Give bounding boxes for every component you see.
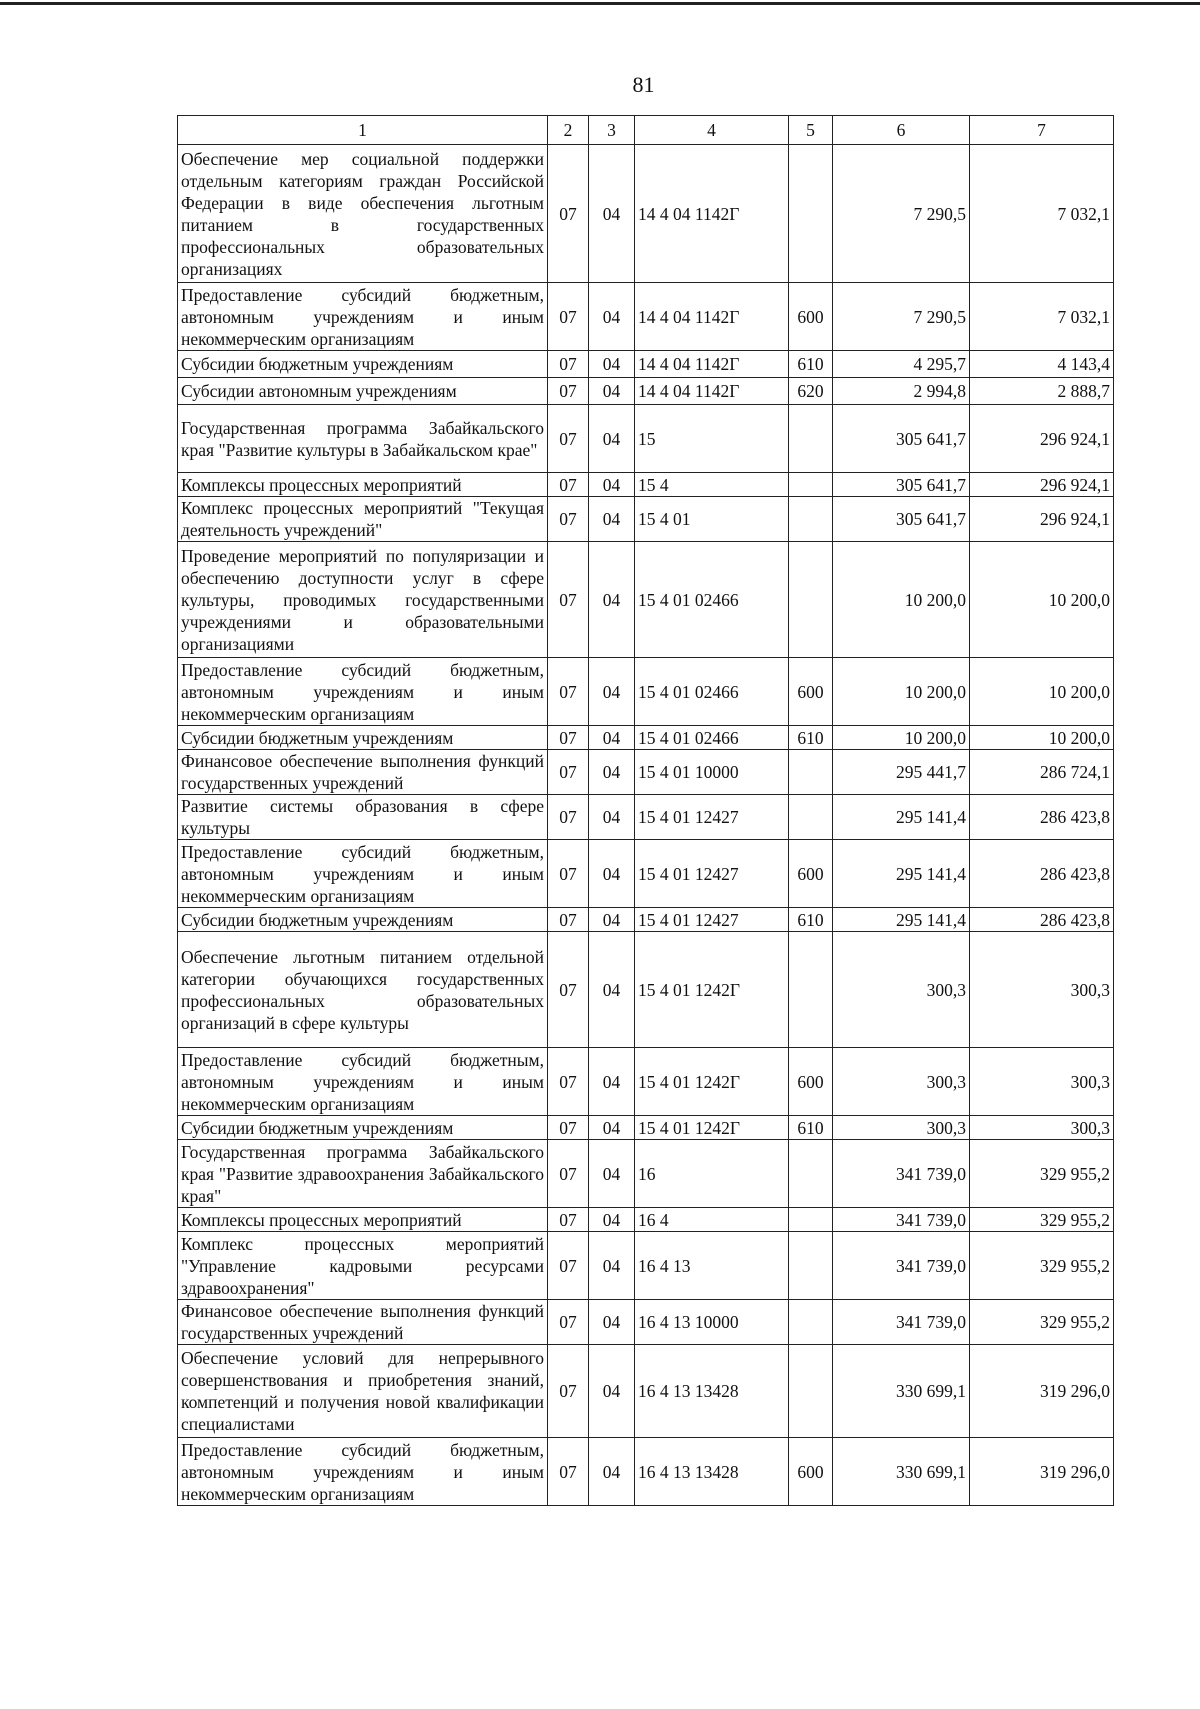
row-cell-c5: 610 — [789, 908, 833, 932]
row-cell-c5: 600 — [789, 658, 833, 726]
row-cell-c3: 04 — [589, 1208, 635, 1232]
row-cell-c5: 610 — [789, 351, 833, 378]
row-cell-c3: 04 — [589, 1232, 635, 1300]
row-cell-c2: 07 — [548, 1116, 589, 1140]
row-name-cell: Обеспечение мер социальной поддержки отдельным категориям граждан Российской Федерации в виде обеспечения льготным питанием в государственных профессиональных образовательных организациях — [178, 145, 548, 283]
row-cell-c4: 15 4 01 10000 — [635, 750, 789, 795]
row-name-cell: Субсидии бюджетным учреждениям — [178, 908, 548, 932]
row-cell-c2: 07 — [548, 497, 589, 542]
row-cell-c2: 07 — [548, 1140, 589, 1208]
row-cell-c6: 330 699,1 — [833, 1438, 970, 1506]
row-cell-c4: 16 4 13 10000 — [635, 1300, 789, 1345]
row-cell-c7: 286 724,1 — [970, 750, 1114, 795]
row-cell-c6: 341 739,0 — [833, 1140, 970, 1208]
row-cell-c6: 305 641,7 — [833, 497, 970, 542]
row-name-cell: Финансовое обеспечение выполнения функций государственных учреждений — [178, 750, 548, 795]
row-name-cell: Комплекс процессных мероприятий "Управление кадровыми ресурсами здравоохранения" — [178, 1232, 548, 1300]
table-row — [178, 932, 1114, 1048]
row-cell-c4: 15 4 01 02466 — [635, 542, 789, 658]
row-cell-c6: 295 441,7 — [833, 750, 970, 795]
row-cell-c3: 04 — [589, 1140, 635, 1208]
row-cell-c4: 15 4 01 02466 — [635, 726, 789, 750]
row-cell-c7: 10 200,0 — [970, 726, 1114, 750]
row-cell-c3: 04 — [589, 283, 635, 351]
row-cell-c3: 04 — [589, 840, 635, 908]
row-cell-c5: 600 — [789, 283, 833, 351]
table-row — [178, 1232, 1114, 1300]
row-cell-c3: 04 — [589, 726, 635, 750]
row-name-cell: Комплексы процессных мероприятий — [178, 473, 548, 497]
row-cell-c2: 07 — [548, 658, 589, 726]
table-row — [178, 1208, 1114, 1232]
row-cell-c2: 07 — [548, 840, 589, 908]
row-cell-c5 — [789, 750, 833, 795]
row-cell-c4: 14 4 04 1142Г — [635, 283, 789, 351]
row-cell-c5: 600 — [789, 1438, 833, 1506]
row-name-cell: Предоставление субсидий бюджетным, автономным учреждениям и иным некоммерческим организациям — [178, 840, 548, 908]
row-cell-c4: 16 — [635, 1140, 789, 1208]
row-cell-c2: 07 — [548, 542, 589, 658]
row-cell-c3: 04 — [589, 378, 635, 405]
row-cell-c4: 15 4 01 — [635, 497, 789, 542]
table-row — [178, 1048, 1114, 1116]
row-cell-c4: 16 4 13 — [635, 1232, 789, 1300]
row-name-cell: Государственная программа Забайкальского края "Развитие культуры в Забайкальском крае" — [178, 405, 548, 473]
table-row — [178, 840, 1114, 908]
row-cell-c4: 16 4 13 13428 — [635, 1345, 789, 1438]
row-name-cell: Комплексы процессных мероприятий — [178, 1208, 548, 1232]
row-cell-c4: 14 4 04 1142Г — [635, 351, 789, 378]
row-cell-c7: 300,3 — [970, 1116, 1114, 1140]
row-cell-c3: 04 — [589, 1048, 635, 1116]
row-cell-c4: 15 4 01 1242Г — [635, 1116, 789, 1140]
row-cell-c3: 04 — [589, 1438, 635, 1506]
row-cell-c5: 610 — [789, 1116, 833, 1140]
row-cell-c2: 07 — [548, 1048, 589, 1116]
row-cell-c3: 04 — [589, 1116, 635, 1140]
row-cell-c5 — [789, 473, 833, 497]
row-cell-c3: 04 — [589, 658, 635, 726]
row-cell-c5: 600 — [789, 840, 833, 908]
column-header-7: 7 — [970, 116, 1114, 145]
row-cell-c7: 4 143,4 — [970, 351, 1114, 378]
row-cell-c5 — [789, 145, 833, 283]
row-cell-c2: 07 — [548, 145, 589, 283]
row-cell-c4: 15 4 01 1242Г — [635, 1048, 789, 1116]
row-cell-c5 — [789, 1208, 833, 1232]
table-row — [178, 473, 1114, 497]
row-cell-c5 — [789, 405, 833, 473]
row-cell-c2: 07 — [548, 351, 589, 378]
row-cell-c6: 7 290,5 — [833, 145, 970, 283]
row-cell-c5 — [789, 542, 833, 658]
row-name-cell: Проведение мероприятий по популяризации и обеспечению доступности услуг в сфере культуры, проводимых государственными учреждениями и образовательными организациями — [178, 542, 548, 658]
row-cell-c6: 10 200,0 — [833, 542, 970, 658]
table-row — [178, 1438, 1114, 1506]
row-cell-c7: 2 888,7 — [970, 378, 1114, 405]
row-cell-c7: 300,3 — [970, 932, 1114, 1048]
column-header-6: 6 — [833, 116, 970, 145]
row-cell-c5 — [789, 1345, 833, 1438]
row-cell-c3: 04 — [589, 405, 635, 473]
row-cell-c2: 07 — [548, 908, 589, 932]
row-cell-c7: 319 296,0 — [970, 1345, 1114, 1438]
row-cell-c4: 15 — [635, 405, 789, 473]
row-name-cell: Развитие системы образования в сфере культуры — [178, 795, 548, 840]
row-name-cell: Обеспечение льготным питанием отдельной категории обучающихся государственных профессиональных образовательных организаций в сфере культуры — [178, 932, 548, 1048]
row-cell-c7: 296 924,1 — [970, 473, 1114, 497]
row-cell-c7: 10 200,0 — [970, 658, 1114, 726]
row-cell-c6: 295 141,4 — [833, 840, 970, 908]
row-cell-c3: 04 — [589, 908, 635, 932]
row-cell-c4: 16 4 13 13428 — [635, 1438, 789, 1506]
row-cell-c5 — [789, 1300, 833, 1345]
row-cell-c7: 286 423,8 — [970, 795, 1114, 840]
row-name-cell: Комплекс процессных мероприятий "Текущая деятельность учреждений" — [178, 497, 548, 542]
page-number: 81 — [632, 72, 655, 97]
row-cell-c3: 04 — [589, 351, 635, 378]
row-cell-c6: 300,3 — [833, 932, 970, 1048]
column-header-2: 2 — [548, 116, 589, 145]
table-row — [178, 542, 1114, 658]
row-cell-c4: 15 4 01 12427 — [635, 908, 789, 932]
row-cell-c5 — [789, 795, 833, 840]
row-cell-c6: 300,3 — [833, 1116, 970, 1140]
row-name-cell: Субсидии бюджетным учреждениям — [178, 351, 548, 378]
row-name-cell: Обеспечение условий для непрерывного совершенствования и приобретения знаний, компетенций и получения новой квалификации специалистами — [178, 1345, 548, 1438]
row-cell-c7: 329 955,2 — [970, 1300, 1114, 1345]
row-cell-c7: 7 032,1 — [970, 145, 1114, 283]
row-cell-c7: 296 924,1 — [970, 497, 1114, 542]
table-row — [178, 908, 1114, 932]
row-cell-c6: 305 641,7 — [833, 405, 970, 473]
table-row — [178, 283, 1114, 351]
row-cell-c2: 07 — [548, 283, 589, 351]
table-row — [178, 405, 1114, 473]
column-header-3: 3 — [589, 116, 635, 145]
row-cell-c6: 330 699,1 — [833, 1345, 970, 1438]
row-cell-c3: 04 — [589, 497, 635, 542]
row-cell-c2: 07 — [548, 726, 589, 750]
row-cell-c7: 7 032,1 — [970, 283, 1114, 351]
row-cell-c3: 04 — [589, 1300, 635, 1345]
row-cell-c4: 15 4 01 1242Г — [635, 932, 789, 1048]
row-cell-c2: 07 — [548, 378, 589, 405]
table-row — [178, 795, 1114, 840]
row-cell-c7: 319 296,0 — [970, 1438, 1114, 1506]
row-cell-c2: 07 — [548, 1232, 589, 1300]
table-row — [178, 750, 1114, 795]
row-cell-c7: 329 955,2 — [970, 1208, 1114, 1232]
row-cell-c2: 07 — [548, 1208, 589, 1232]
row-cell-c7: 329 955,2 — [970, 1140, 1114, 1208]
row-cell-c4: 15 4 — [635, 473, 789, 497]
row-cell-c4: 15 4 01 02466 — [635, 658, 789, 726]
row-cell-c2: 07 — [548, 405, 589, 473]
row-name-cell: Предоставление субсидий бюджетным, автономным учреждениям и иным некоммерческим организациям — [178, 1438, 548, 1506]
row-name-cell: Субсидии бюджетным учреждениям — [178, 1116, 548, 1140]
header-row — [178, 116, 1114, 145]
row-cell-c4: 16 4 — [635, 1208, 789, 1232]
row-cell-c3: 04 — [589, 145, 635, 283]
row-cell-c5: 600 — [789, 1048, 833, 1116]
row-cell-c5: 610 — [789, 726, 833, 750]
table-row — [178, 351, 1114, 378]
row-cell-c7: 329 955,2 — [970, 1232, 1114, 1300]
column-header-4: 4 — [635, 116, 789, 145]
row-cell-c6: 2 994,8 — [833, 378, 970, 405]
row-cell-c2: 07 — [548, 1345, 589, 1438]
table-row — [178, 145, 1114, 283]
table-row — [178, 1140, 1114, 1208]
row-cell-c6: 341 739,0 — [833, 1300, 970, 1345]
row-cell-c2: 07 — [548, 795, 589, 840]
row-cell-c6: 300,3 — [833, 1048, 970, 1116]
row-cell-c6: 341 739,0 — [833, 1232, 970, 1300]
table-body — [178, 145, 1114, 1506]
table-row — [178, 1345, 1114, 1438]
row-cell-c2: 07 — [548, 1300, 589, 1345]
row-name-cell: Субсидии бюджетным учреждениям — [178, 726, 548, 750]
row-cell-c4: 15 4 01 12427 — [635, 795, 789, 840]
row-cell-c5 — [789, 1232, 833, 1300]
row-cell-c6: 4 295,7 — [833, 351, 970, 378]
row-cell-c4: 15 4 01 12427 — [635, 840, 789, 908]
row-cell-c2: 07 — [548, 750, 589, 795]
row-cell-c7: 300,3 — [970, 1048, 1114, 1116]
row-cell-c7: 286 423,8 — [970, 840, 1114, 908]
row-cell-c3: 04 — [589, 1345, 635, 1438]
row-cell-c3: 04 — [589, 542, 635, 658]
row-cell-c6: 7 290,5 — [833, 283, 970, 351]
row-cell-c5: 620 — [789, 378, 833, 405]
row-cell-c3: 04 — [589, 795, 635, 840]
row-name-cell: Финансовое обеспечение выполнения функций государственных учреждений — [178, 1300, 548, 1345]
table-row — [178, 378, 1114, 405]
top-border-line — [0, 2, 1200, 5]
row-cell-c3: 04 — [589, 932, 635, 1048]
column-header-5: 5 — [789, 116, 833, 145]
row-cell-c5 — [789, 497, 833, 542]
row-cell-c7: 10 200,0 — [970, 542, 1114, 658]
row-cell-c7: 286 423,8 — [970, 908, 1114, 932]
row-cell-c6: 295 141,4 — [833, 795, 970, 840]
row-cell-c2: 07 — [548, 473, 589, 497]
row-cell-c5 — [789, 932, 833, 1048]
row-cell-c6: 295 141,4 — [833, 908, 970, 932]
row-cell-c2: 07 — [548, 932, 589, 1048]
row-cell-c7: 296 924,1 — [970, 405, 1114, 473]
row-cell-c6: 305 641,7 — [833, 473, 970, 497]
row-name-cell: Государственная программа Забайкальского края "Развитие здравоохранения Забайкальского края" — [178, 1140, 548, 1208]
table-row — [178, 658, 1114, 726]
table-row — [178, 1300, 1114, 1345]
table-row — [178, 1116, 1114, 1140]
row-cell-c6: 341 739,0 — [833, 1208, 970, 1232]
row-cell-c5 — [789, 1140, 833, 1208]
table-row — [178, 497, 1114, 542]
row-cell-c3: 04 — [589, 750, 635, 795]
column-header-1: 1 — [178, 116, 548, 145]
row-cell-c3: 04 — [589, 473, 635, 497]
table-row — [178, 726, 1114, 750]
row-name-cell: Предоставление субсидий бюджетным, автономным учреждениям и иным некоммерческим организациям — [178, 658, 548, 726]
budget-table — [177, 115, 1114, 1506]
row-name-cell: Предоставление субсидий бюджетным, автономным учреждениям и иным некоммерческим организациям — [178, 1048, 548, 1116]
row-cell-c4: 14 4 04 1142Г — [635, 145, 789, 283]
row-cell-c6: 10 200,0 — [833, 658, 970, 726]
row-cell-c6: 10 200,0 — [833, 726, 970, 750]
row-name-cell: Субсидии автономным учреждениям — [178, 378, 548, 405]
row-cell-c2: 07 — [548, 1438, 589, 1506]
row-cell-c4: 14 4 04 1142Г — [635, 378, 789, 405]
row-name-cell: Предоставление субсидий бюджетным, автономным учреждениям и иным некоммерческим организациям — [178, 283, 548, 351]
